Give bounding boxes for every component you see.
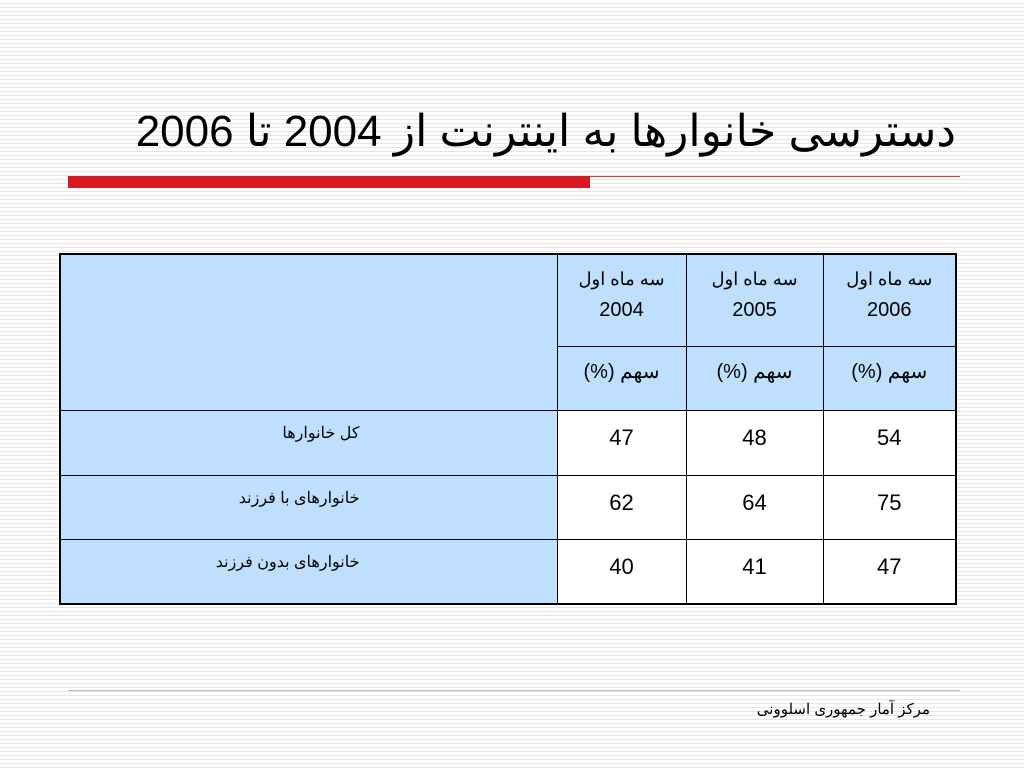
table-cell: 75	[823, 475, 956, 539]
table-cell: 62	[557, 475, 686, 539]
table-row	[60, 475, 956, 539]
slide-title: دسترسی خانوارها به اینترنت از 2004 تا 2006	[135, 107, 956, 156]
header-period: سه ماه اول	[578, 269, 665, 289]
table-cell: 47	[557, 411, 686, 475]
table-cell: 47	[823, 540, 956, 604]
share-label: سهم (%)	[823, 347, 956, 411]
header-year: 2004	[599, 299, 644, 321]
row-label: کل خانوارها	[60, 411, 557, 475]
table-cell: 54	[823, 411, 956, 475]
table-header-row	[60, 254, 956, 347]
header-year: 2006	[867, 299, 912, 321]
share-label: سهم (%)	[686, 347, 823, 411]
table-row	[60, 411, 956, 475]
table-cell: 48	[686, 411, 823, 475]
share-label: سهم (%)	[557, 347, 686, 411]
table-row	[60, 540, 956, 604]
header-period: سه ماه اول	[711, 269, 798, 289]
header-empty-cell	[60, 254, 557, 411]
header-cell-2004	[557, 254, 686, 347]
row-label: خانوارهای بدون فرزند	[60, 540, 557, 604]
title-accent-bar	[68, 176, 590, 188]
table-cell: 41	[686, 540, 823, 604]
row-label: خانوارهای با فرزند	[60, 475, 557, 539]
footer-source: مرکز آمار جمهوری اسلوونی	[756, 701, 930, 718]
data-table	[59, 253, 957, 605]
table-cell: 40	[557, 540, 686, 604]
table-cell: 64	[686, 475, 823, 539]
header-cell-2006	[823, 254, 956, 347]
header-year: 2005	[732, 299, 777, 321]
header-cell-2005	[686, 254, 823, 347]
footer-divider	[68, 690, 960, 691]
header-period: سه ماه اول	[846, 269, 933, 289]
